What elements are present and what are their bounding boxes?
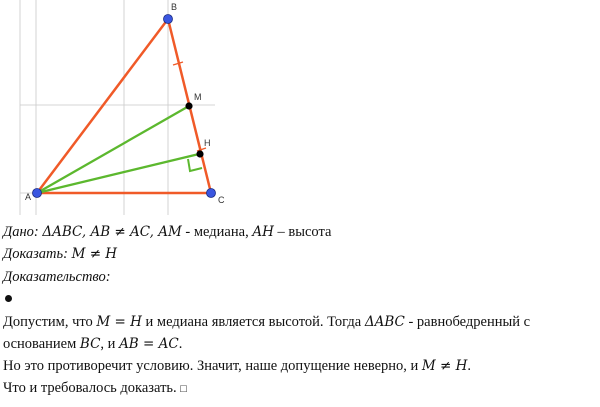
qed-symbol: □ xyxy=(180,383,187,395)
given-line xyxy=(3,223,597,241)
proof-line3-a: Но это противоречит условию. Значит, наше допущение неверно, и xyxy=(3,358,422,374)
label-m: M xyxy=(194,92,202,102)
median-am xyxy=(37,106,189,193)
proof-line3-b: . xyxy=(467,358,472,374)
proof-line-1 xyxy=(3,313,597,331)
median-height-lines xyxy=(37,106,199,193)
bullet-marker xyxy=(5,295,12,302)
proof-line1-c: - равнобедренный с xyxy=(404,314,531,330)
label-h: H xyxy=(204,138,211,148)
proof-line-4 xyxy=(3,379,597,398)
prove-math: M ≠ H xyxy=(71,246,118,262)
proof-line4: Что и требовалось доказать. xyxy=(3,380,177,396)
proof-line-2 xyxy=(3,335,597,353)
proof-line1-math2: ΔABC xyxy=(364,314,405,330)
proof-line1-b: и медиана является высотой. Тогда xyxy=(141,314,365,330)
point-m[interactable] xyxy=(185,102,192,109)
given-math2: AH xyxy=(252,224,274,240)
given-text2: – высота xyxy=(273,224,332,240)
proof-line1-math1: M = H xyxy=(96,314,142,330)
label-a: A xyxy=(25,192,32,202)
given-label: Дано: xyxy=(3,224,39,240)
proof-line2-b: , и xyxy=(100,336,120,352)
point-b[interactable] xyxy=(164,15,173,24)
point-c[interactable] xyxy=(207,189,216,198)
proof-line2-c: . xyxy=(178,336,183,352)
proof-line3-math: M ≠ H xyxy=(421,358,468,374)
proof-line2-math2: AB = AC xyxy=(119,336,179,352)
proof-line1-a: Допустим, что xyxy=(3,314,97,330)
point-h[interactable] xyxy=(196,150,203,157)
proof-line2-a: основанием xyxy=(3,336,80,352)
label-c: C xyxy=(218,195,225,205)
proof-line-3 xyxy=(3,357,597,375)
right-angle-marker xyxy=(188,159,202,171)
prove-line xyxy=(3,245,597,263)
label-b: B xyxy=(171,2,178,12)
prove-label: Доказать: xyxy=(3,246,68,262)
point-a[interactable] xyxy=(33,189,42,198)
given-text1: - медиана, xyxy=(181,224,253,240)
proof-label: Доказательство: xyxy=(3,269,111,285)
proof-line2-math1: BC xyxy=(79,336,101,352)
given-math: ΔABC, AB ≠ AC, AM xyxy=(42,224,182,240)
